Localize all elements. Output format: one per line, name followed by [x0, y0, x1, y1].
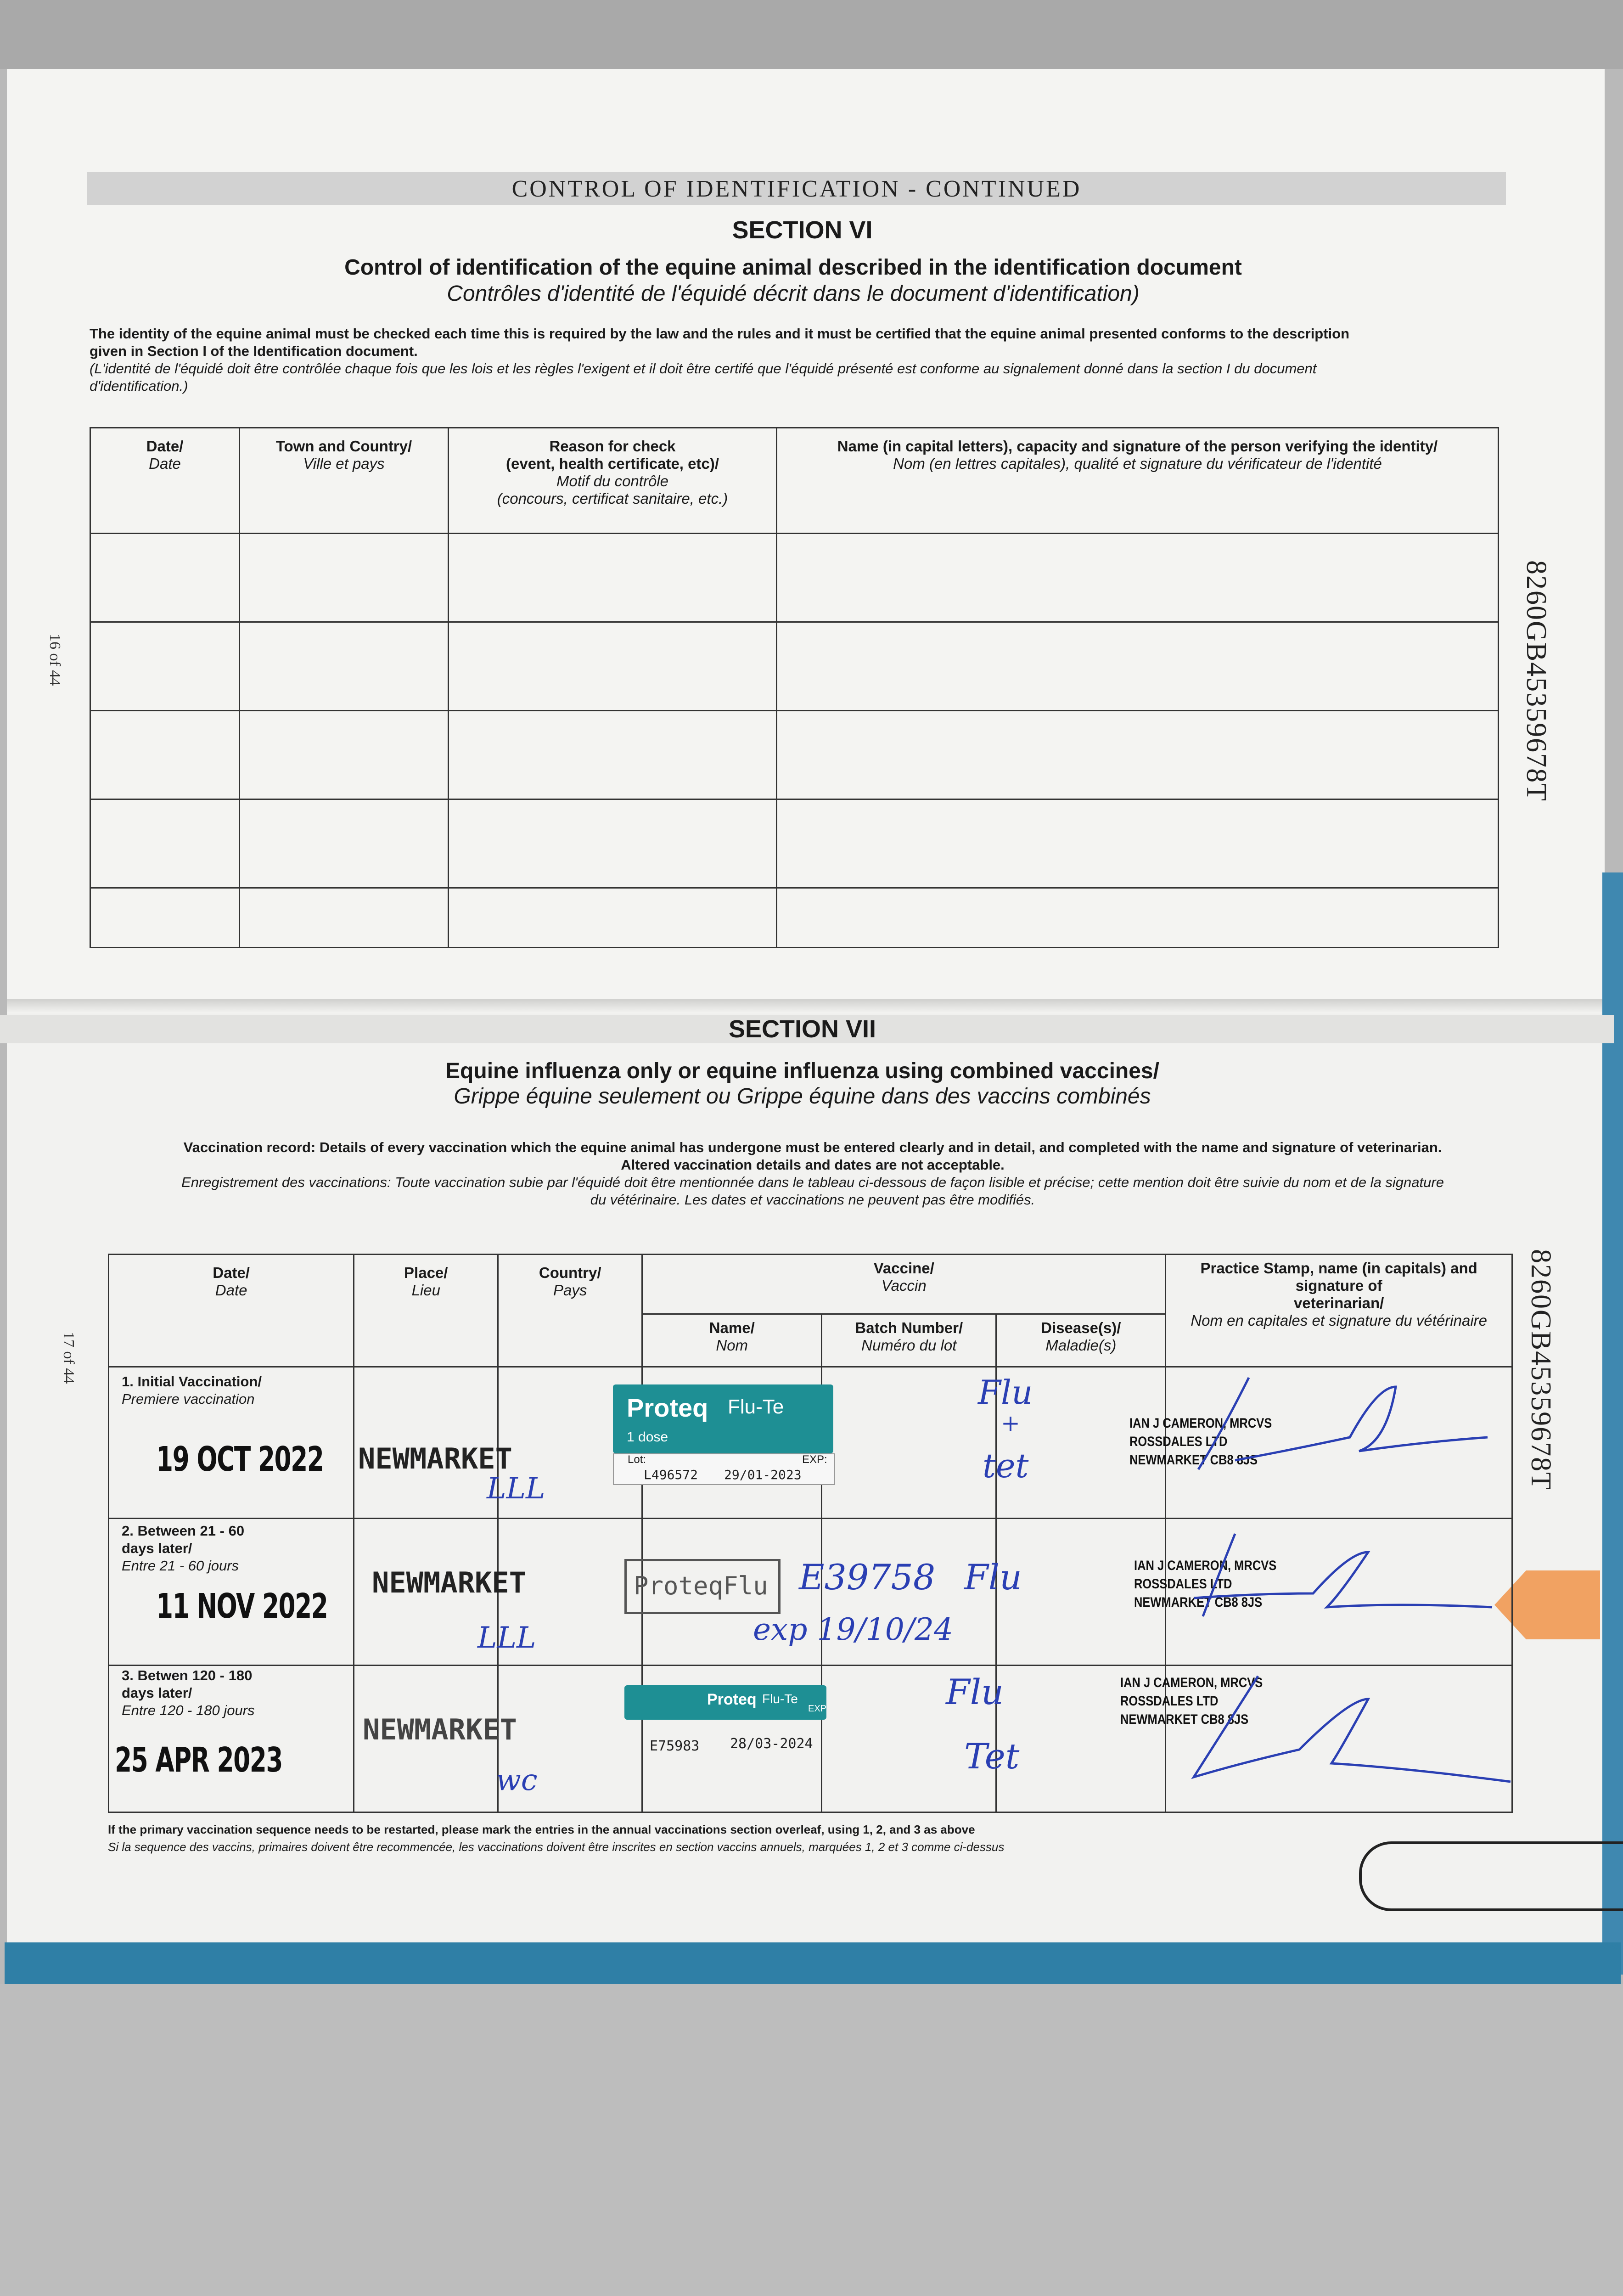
band-title: CONTROL OF IDENTIFICATION - CONTINUED [511, 175, 1082, 202]
section6-title-en: Control of identification of the equine animal described in the identification document [344, 255, 1242, 280]
vaccination-record-notice [110, 1139, 1515, 1209]
scan-background-bottom [0, 1984, 1623, 2296]
row2-place-stamp: NEWMARKET [372, 1566, 526, 1599]
row3-label-fr: Entre 120 - 180 jours [122, 1702, 255, 1718]
row3-disease-2: Tet [964, 1736, 1020, 1777]
row1-sticker-product: Flu-Te [728, 1396, 784, 1418]
row1-vet-name: IAN J CAMERON, MRCVS [1129, 1416, 1272, 1431]
row1-lot-label: Lot: [628, 1453, 646, 1466]
row1-label [122, 1373, 262, 1408]
col-country-en: Country/ [539, 1264, 601, 1281]
row1-vet-address: NEWMARKET CB8 8JS [1129, 1452, 1258, 1468]
row3-label [122, 1667, 255, 1719]
col-reason [449, 428, 777, 534]
intro-fr-2: d'identification.) [90, 378, 188, 394]
row1-vaccine-sticker [613, 1384, 833, 1453]
row1-vet-practice: ROSSDALES LTD [1129, 1434, 1228, 1449]
row3-place-stamp: NEWMARKET [363, 1713, 517, 1746]
section6-intro [90, 325, 1513, 395]
col-town [240, 428, 449, 534]
row1-batch-label [613, 1453, 835, 1485]
col-vet-en-1: Practice Stamp, name (in capitals) and signature of [1200, 1260, 1477, 1294]
page-number-16: 16 of 44 [46, 634, 63, 686]
section7-heading: SECTION VII [0, 1015, 1614, 1043]
row2-disease-1: Flu [964, 1557, 1022, 1598]
passport-cover-bottom [5, 1942, 1621, 1984]
intro-en-1: The identity of the equine animal must be checked each time this is required by the law and the rules and it must be certified that the equine animal presented conforms to the description [90, 326, 1350, 342]
footnote-fr: Si la sequence des vaccins, primaires doivent être recommencée, les vaccinations doivent être inscrites en section vaccins annuels, marquées 1, 2 et 3 comme ci-dessus [108, 1840, 1005, 1854]
row2-batch: E39758 [799, 1557, 936, 1598]
col-vet-stamp [1166, 1255, 1512, 1367]
row1-expiry: 29/01-2023 [724, 1467, 802, 1482]
row1-initials: LLL [487, 1472, 545, 1506]
table-row [90, 622, 1499, 711]
row3-vet-signature [1148, 1671, 1515, 1800]
row2-expiry-note: exp 19/10/24 [753, 1612, 953, 1647]
col-reason-en-1: Reason for check [549, 438, 676, 455]
row3-vaccine-sticker [624, 1685, 826, 1720]
section6-title-fr: Contrôles d'identité de l'équidé décrit dans le document d'identification) [447, 281, 1140, 306]
row2-label [122, 1522, 244, 1575]
record-fr-2: du vétérinaire. Les dates et vaccinations ne peuvent pas être modifiés. [590, 1192, 1035, 1208]
row3-date-stamp: 25 APR 2023 [115, 1740, 283, 1780]
col-vaccine-en: Vaccine/ [873, 1260, 934, 1277]
col-verifier [777, 428, 1499, 534]
section7-title-fr: Grippe équine seulement ou Grippe équine dans des vaccins combinés [454, 1084, 1151, 1109]
col-vacc-date-fr: Date [215, 1282, 247, 1299]
row2-date-stamp: 11 NOV 2022 [156, 1587, 328, 1626]
col-vacc-date [109, 1255, 354, 1367]
identity-check-table [90, 427, 1499, 948]
page-number-17: 17 of 44 [60, 1332, 77, 1384]
row3-vet-name: IAN J CAMERON, MRCVS [1120, 1675, 1263, 1690]
scan-background-top [0, 0, 1623, 69]
col-country-fr: Pays [553, 1282, 587, 1299]
section-band [87, 172, 1506, 205]
row2-vet-signature [1175, 1525, 1497, 1635]
record-fr-1: Enregistrement des vaccinations: Toute vaccination subie par l'équidé doit être mentionnée dans le tableau ci-dessous de façon lisible et précise; cette mention doit être suivie du nom et de la signature [181, 1174, 1444, 1190]
row1-disease-3: tet [983, 1446, 1029, 1485]
row1-sticker-brand: Proteq [627, 1393, 708, 1422]
row3-sticker-brand: Proteq [707, 1691, 757, 1708]
table-row [90, 799, 1499, 888]
row2-label-fr: Entre 21 - 60 jours [122, 1558, 239, 1574]
col-vaccine-name-fr: Nom [716, 1337, 748, 1354]
row1-batch: L496572 [644, 1467, 698, 1482]
col-vacc-date-en: Date/ [213, 1264, 250, 1281]
col-vaccine-name-en: Name/ [709, 1319, 755, 1336]
row3-disease-1: Flu [946, 1671, 1004, 1712]
paper-clip [1359, 1841, 1623, 1911]
row1-vet-signature [1194, 1368, 1492, 1479]
section6-heading: SECTION VI [732, 216, 873, 244]
col-vaccine-name [642, 1314, 822, 1367]
col-verifier-en: Name (in capital letters), capacity and signature of the person verifying the identity/ [837, 438, 1438, 455]
row1-date-stamp: 19 OCT 2022 [156, 1440, 324, 1479]
row3-initials: wc [496, 1763, 538, 1797]
row1-label-en: 1. Initial Vaccination/ [122, 1373, 262, 1390]
col-vaccine-fr: Vaccin [881, 1277, 927, 1294]
row2-vet-address: NEWMARKET CB8 8JS [1134, 1595, 1263, 1610]
row3-vet-address: NEWMARKET CB8 8JS [1120, 1712, 1249, 1727]
row2-vet-name: IAN J CAMERON, MRCVS [1134, 1558, 1277, 1573]
row3-label-en-2: days later/ [122, 1685, 192, 1701]
row1-disease-2: + [1001, 1410, 1020, 1436]
row1-place-stamp: NEWMARKET [358, 1442, 512, 1475]
col-vaccine [642, 1255, 1166, 1314]
row2-initials: LLL [477, 1621, 536, 1655]
col-vet-fr: Nom en capitales et signature du vétérinaire [1191, 1312, 1488, 1329]
col-reason-en-2: (event, health certificate, etc)/ [506, 455, 719, 472]
col-reason-fr-2: (concours, certificat sanitaire, etc.) [497, 490, 728, 507]
col-date-fr: Date [149, 455, 181, 472]
col-disease [996, 1314, 1166, 1367]
col-place-en: Place/ [404, 1264, 448, 1281]
row2-vet-practice: ROSSDALES LTD [1134, 1576, 1232, 1592]
row3-label-en-1: 3. Betwen 120 - 180 [122, 1667, 253, 1683]
row3-expiry: 28/03-2024 [730, 1736, 813, 1752]
col-verifier-fr: Nom (en lettres capitales), qualité et signature du vérificateur de l'identité [893, 455, 1382, 472]
col-date [90, 428, 240, 534]
intro-fr-1: (L'identité de l'équidé doit être contrôlée chaque fois que les lois et les règles l'exigent et il doit être certifé que l'équidé présenté est conforme au signalement donné dans la section I du document [90, 360, 1317, 377]
table-row [90, 711, 1499, 799]
col-place-fr: Lieu [411, 1282, 440, 1299]
restart-footnote [108, 1821, 1393, 1856]
section7-title-en: Equine influenza only or equine influenza using combined vaccines/ [445, 1059, 1159, 1083]
record-en-1: Vaccination record: Details of every vaccination which the equine animal has undergone must be entered clearly and in detail, and completed with the name and signature of veterinarian. [183, 1139, 1442, 1155]
passport-number-bottom: 8260GB45359678T [1525, 1249, 1556, 1491]
row2-label-en-2: days later/ [122, 1540, 192, 1556]
col-town-fr: Ville et pays [303, 455, 385, 472]
row1-label-fr: Premiere vaccination [122, 1391, 255, 1407]
row2-vaccine-stamp: ProteqFlu [634, 1571, 768, 1600]
col-batch [822, 1314, 996, 1367]
row1-sticker-dose: 1 dose [627, 1429, 668, 1445]
row3-batch: E75983 [650, 1738, 700, 1754]
col-disease-fr: Maladie(s) [1045, 1337, 1117, 1354]
passport-number-top: 8260GB45359678T [1521, 560, 1552, 802]
row3-vet-practice: ROSSDALES LTD [1120, 1694, 1219, 1709]
col-date-en: Date/ [146, 438, 184, 455]
table-row [90, 534, 1499, 622]
col-vet-en-2: veterinarian/ [1294, 1294, 1384, 1311]
record-en-2: Altered vaccination details and dates are not acceptable. [621, 1157, 1005, 1173]
footnote-en: If the primary vaccination sequence needs to be restarted, please mark the entries in the annual vaccinations section overleaf, using 1, 2, and 3 as above [108, 1823, 975, 1836]
col-batch-fr: Numéro du lot [861, 1337, 957, 1354]
row3-sticker-product: Flu-Te [762, 1692, 798, 1706]
col-reason-fr-1: Motif du contrôle [556, 473, 668, 490]
col-batch-en: Batch Number/ [855, 1319, 963, 1336]
row3-exp-label: EXP [808, 1704, 827, 1714]
row2-vaccine-stamp-box [624, 1559, 781, 1614]
col-country [498, 1255, 642, 1367]
col-place [354, 1255, 498, 1367]
col-town-en: Town and Country/ [275, 438, 412, 455]
row1-exp-label: EXP: [802, 1453, 827, 1466]
row2-label-en-1: 2. Between 21 - 60 [122, 1523, 245, 1539]
col-disease-en: Disease(s)/ [1041, 1319, 1121, 1336]
table-row [90, 888, 1499, 948]
intro-en-2: given in Section I of the Identification document. [90, 343, 418, 359]
row1-disease-1: Flu [978, 1373, 1033, 1412]
